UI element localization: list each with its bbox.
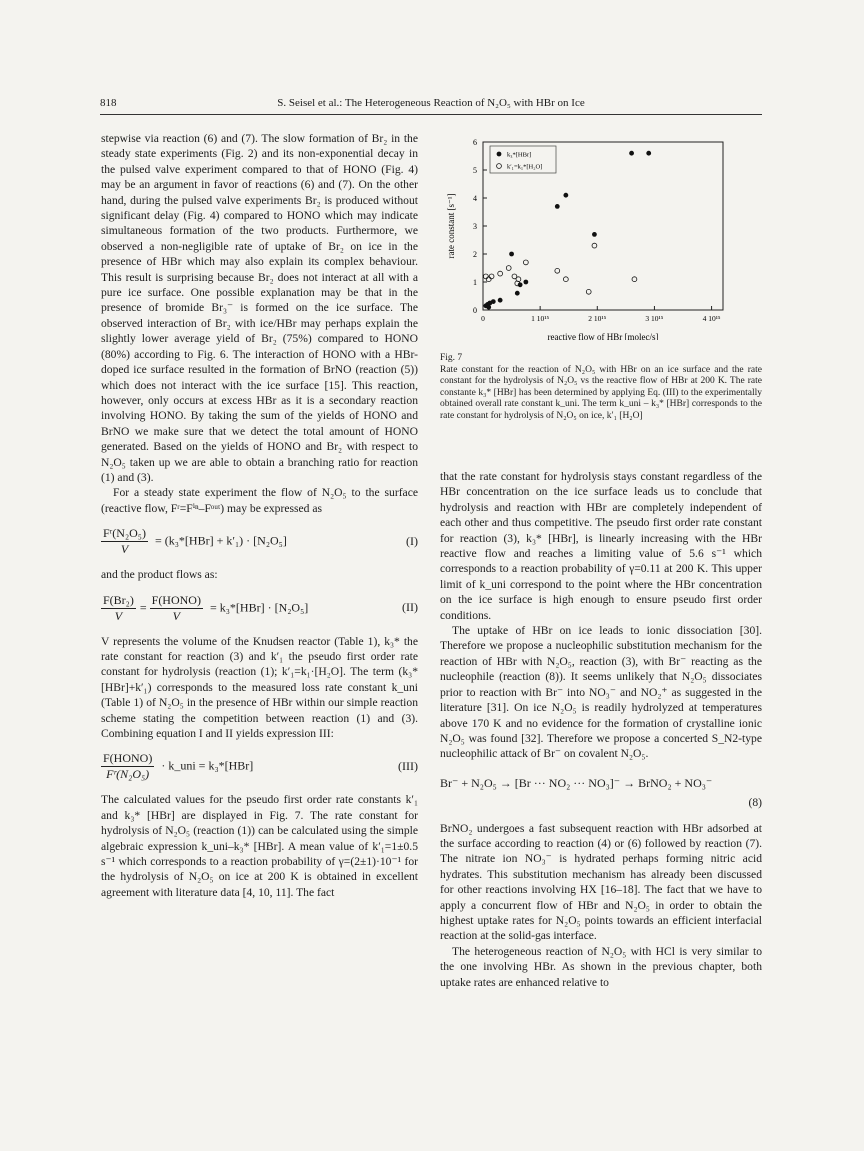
paragraph: stepwise via reaction (6) and (7). The slow formation of Br₂ in the steady state experiments (Fig. 2) and its non-exponential decay in the pulsed valve experiment compared to that of HONO (Fig. 4) may be an argument in favor of reactions (6) and (7). On the other hand, during the pulsed valve experiments Br₂ is produced without significant delay (Fig. 4) compared to HONO which may indicate simultaneous formation of the two products. Furthermore, we observed a non-negligible rate of uptake of Br₂ on ice in the presence of HBr which may also explain its complex behaviour. This result is surprising because Br₂ does not interact at all with a pure ice surface. One possible explanation may be that in the presence of bromide Br₃⁻ is formed on the ice surface. The observed interaction of Br₂ with ice/HBr may perhaps explain the slightly lower average yield of Br₂ (75%) compared to HONO (80%) according to Fig. 6. The interaction of HONO with a HBr-doped ice surface resulted in the formation of BrNO (reaction (5)) which does not interact with the ice surface [15]. This reaction, however, only occurs at excess HBr as it is a secondary reaction involving HONO. By taking the sum of the yields of HONO and BrNO we make sure that we detect the total amount of HONO generated. Based on the yields of HONO and Br₂ with respect to N₂O₅ taken up we are able to obtain a branching ratio for reaction (1) and (3).: [101, 132, 418, 484]
data-point-k1: [632, 277, 637, 282]
data-point-k3: [515, 291, 520, 296]
paragraph: V represents the volume of the Knudsen reactor (Table 1), k₃* the rate constant for reaction (3) and k′₁ the pseudo first order rate constant for hydrolysis (reaction (1); k′₁=k₁·[H₂O]. The term (k₃* [HBr]+k′₁) corresponds to the measured loss rate constant k_uni (Table 1) of N₂O₅ in the presence of HBr within our simple reaction scheme stating the competition between reaction (1) and (3). Combining equation I and II yields expression III:: [101, 634, 418, 740]
equation-rhs: = k₃*[HBr] · [N₂O₅]: [209, 599, 309, 614]
y-tick-label: 6: [473, 138, 477, 147]
legend-label-k3: k₃*[HBr]: [507, 151, 532, 159]
right-column: [440, 469, 762, 990]
fraction: [101, 593, 136, 624]
data-point-k3: [498, 298, 503, 303]
data-point-k1: [486, 277, 491, 282]
equation-label: (I): [406, 533, 418, 548]
equation-label: (III): [398, 759, 418, 774]
numerator: F(HONO): [151, 592, 201, 607]
equation-rhs: = (k₃*[HBr] + k′₁) · [N₂O₅]: [154, 533, 287, 548]
denominator: V: [120, 542, 129, 557]
equation-II: $\frac{\text{F(Br₂)}}{V}$ = $\frac{\text{F(HONO)}}{V}$ = k₃*[HBr] · [N₂O₅] (II): [103, 592, 418, 623]
y-tick-label: 4: [473, 194, 477, 203]
x-tick-label: 2 10¹⁵: [588, 314, 607, 323]
data-point-k3: [646, 151, 651, 156]
y-tick-label: 1: [473, 278, 477, 287]
y-tick-label: 3: [473, 222, 477, 231]
data-point-k1: [592, 243, 597, 248]
paragraph: The calculated values for the pseudo first order rate constants k′₁ and k₃* [HBr] are displayed in Fig. 7. The rate constant for hydrolysis of N₂O₅ (reaction (1)) can be calculated using the simple algebraic expression k_uni–k₃* [HBr]. A mean value of k′₁=1±0.5 s⁻¹ which corresponds to a reaction probability of γ=(2±1)·10⁻¹ for the hydrolysis of N₂O₅ on ice at 200 K is obtained in excellent agreement with literature data [4, 10, 11]. The fact: [101, 793, 418, 899]
data-point-k3: [555, 204, 560, 209]
caption-text: Rate constant for the reaction of N₂O₅ with HBr on an ice surface and the rate constant for the hydrolysis of N₂O₅ vs the reactive flow of HBr at 200 K. The rate constante k₃* [HBr] has been determined by applying Eq. (III) to the experimentally obtained overall rate constant k_uni. The term k_uni – k₃* [HBr] corresponds to the rate constant for hydrolysis of N₂O₅ on ice, k′₁ [H₂O]: [440, 364, 762, 421]
equation-label: (8): [748, 796, 762, 810]
numerator: F(Br₂): [103, 592, 134, 607]
data-point-k3: [563, 193, 568, 198]
caption-label: Fig. 7: [440, 353, 463, 363]
paragraph: that the rate constant for hydrolysis stays constant regardless of the HBr concentration on the ice surface leads us to conclude that hydrolysis and reaction with HBr are completely independent of each other and thus competitive. The pseudo first order rate constant for reaction (3), k₃* [HBr], is linearly increasing with the HBr reactive flow and reaches a limiting value of 5.6 s⁻¹ which corresponds to a reaction probability of γ=0.11 at 200 K. This upper limit of k_uni correspond to the point where the HBr concentration on the ice surface is high enough to ensure pseudo first order conditions.: [440, 470, 762, 622]
data-point-k1: [483, 274, 488, 279]
x-tick-label: 1 10¹⁵: [531, 314, 550, 323]
page-header: [100, 95, 762, 115]
paragraph: The uptake of HBr on ice leads to ionic dissociation [30]. Therefore we propose a nucleophilic substitution mechanism for the reaction of HBr with N₂O₅, reaction (3), with Br⁻ reacting as the nucleophile (reaction (8)). It seems unlikely that N₂O₅ dissociates prior to reaction with Br⁻ into NO₃⁻ and NO₂⁺ as suggested in the literature [31]. On ice N₂O₅ is readily hydrolyzed at temperatures above 170 K and no evidence for the formation of crystalline ionic N₂O₅ was found [32]. Therefore we propose a concerted S_N2-type nucleophilic attack of Br⁻ on covalent N₂O₅.: [440, 624, 762, 761]
numerator: Fʳ(N₂O₅): [103, 526, 146, 541]
left-column: [101, 131, 418, 900]
data-point-k1: [563, 277, 568, 282]
fraction: [101, 751, 154, 782]
legend: [490, 146, 556, 173]
data-point-k3: [486, 305, 491, 310]
x-tick-label: 4 10¹⁵: [702, 314, 721, 323]
data-point-k1: [489, 274, 494, 279]
header-rule: [100, 114, 762, 115]
data-point-k3: [518, 282, 523, 287]
data-point-k3: [629, 151, 634, 156]
page-number: 818: [100, 97, 117, 109]
data-point-k1: [523, 260, 528, 265]
fraction: [101, 526, 148, 557]
figure-caption: [440, 353, 762, 422]
y-tick-label: 5: [473, 166, 477, 175]
data-point-k1: [555, 268, 560, 273]
x-tick-label: 0: [481, 314, 485, 323]
figure-7: [440, 130, 762, 345]
equation-rhs: · k_uni = k₃*[HBr]: [161, 758, 254, 773]
running-title: S. Seisel et al.: The Heterogeneous Reaction of N₂O₅ with HBr on Ice: [277, 97, 585, 109]
data-point-k1: [506, 266, 511, 271]
denominator: V: [114, 608, 123, 623]
denominator: Fʳ(N₂O₅): [106, 767, 150, 782]
equation-8: [440, 776, 762, 791]
paragraph: For a steady state experiment the flow of N₂O₅ to the surface (reactive flow, Fʳ=Fⁱⁿ–Fᵒᵘᵗ) may be expressed as: [101, 486, 418, 515]
legend-marker-filled: [497, 152, 502, 157]
data-point-k1: [586, 289, 591, 294]
y-tick-label: 2: [473, 250, 477, 259]
data-point-k3: [592, 232, 597, 237]
y-tick-label: 0: [473, 306, 477, 315]
equation-III: [101, 751, 418, 782]
x-tick-label: 3 10¹⁵: [645, 314, 664, 323]
data-point-k3: [509, 252, 514, 257]
numerator: F(HONO): [103, 751, 153, 766]
scatter-chart: [440, 130, 762, 340]
equation-label: (II): [402, 600, 418, 615]
paragraph: BrNO₂ undergoes a fast subsequent reaction with HBr adsorbed at the surface according to reaction (4) or (6) followed by reaction (7). The nitrate ion NO₃⁻ is hydrated perhaps forming nitric acid hydrates. This substitution mechanism has already been discussed for other reactions involving HX [16–18]. The fact that we have to apply a concurrent flow of HBr and N₂O₅ in order to obtain the highest uptake rates for N₂O₅ points towards an efficient interfacial reaction at the solid-gas interface.: [440, 821, 762, 943]
equation-I: [101, 526, 418, 557]
x-axis-label: reactive flow of HBr [molec/s]: [547, 332, 659, 340]
data-point-k1: [498, 271, 503, 276]
data-point-k3: [523, 280, 528, 285]
data-point-k3: [491, 299, 496, 304]
paragraph: The heterogeneous reaction of N₂O₅ with HCl is very similar to the one involving HBr. As shown in the previous chapter, both uptake rates are enhanced relative to: [440, 944, 762, 989]
paragraph: and the product flows as:: [101, 568, 218, 582]
equation-body: Br⁻ + N₂O₅ → [Br ··· NO₂ ··· NO₃]⁻ → BrNO₂ + NO₃⁻: [440, 775, 713, 790]
denominator: V: [172, 608, 180, 623]
legend-label-k1: k′₁=k₁*[H₂O]: [507, 163, 543, 171]
fraction: [150, 593, 203, 624]
y-axis-label: rate constant [s⁻¹]: [446, 193, 456, 259]
